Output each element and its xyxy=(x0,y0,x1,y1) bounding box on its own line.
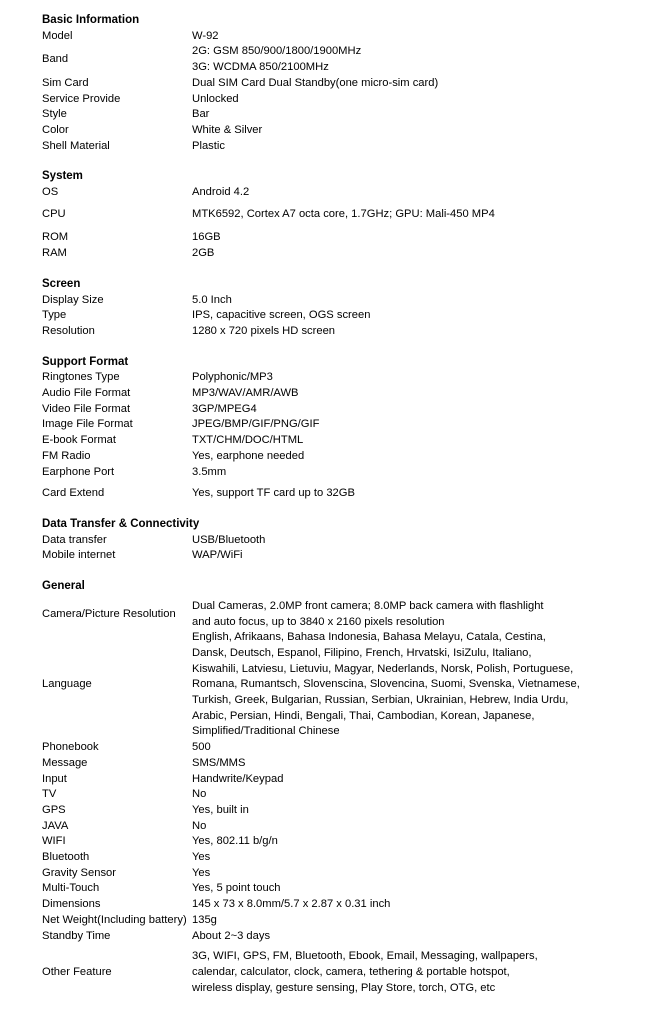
section-support-format xyxy=(42,355,642,502)
spec-row-net-weight xyxy=(42,913,642,929)
spec-label: Bluetooth xyxy=(42,851,90,864)
spec-value-line: USB/Bluetooth xyxy=(192,533,266,546)
spec-value-line: 145 x 73 x 8.0mm/5.7 x 2.87 x 0.31 inch xyxy=(192,898,391,911)
spec-row-language xyxy=(42,630,642,740)
spec-label: Color xyxy=(42,123,69,136)
spec-row-os xyxy=(42,185,642,201)
spec-value xyxy=(192,897,642,913)
spec-label: Video File Format xyxy=(42,402,131,415)
spec-row-gps xyxy=(42,803,642,819)
spec-row-phonebook xyxy=(42,740,642,756)
spec-row-java xyxy=(42,819,642,835)
spec-row-data-transfer xyxy=(42,533,642,549)
spec-value-line: Dual SIM Card Dual Standby(one micro-sim card) xyxy=(192,76,439,89)
spec-row-multi-touch xyxy=(42,881,642,897)
spec-value-line: White & Silver xyxy=(192,123,263,136)
spec-label: Message xyxy=(42,756,88,769)
spec-value-line: Yes xyxy=(192,866,211,879)
spec-row-type xyxy=(42,308,642,324)
spec-row-gravity-sensor xyxy=(42,866,642,882)
spec-value xyxy=(192,44,642,75)
section-title: Basic Information xyxy=(42,14,140,26)
spec-value xyxy=(192,949,642,996)
spec-value xyxy=(192,92,642,108)
spec-value xyxy=(192,533,642,549)
spec-label: CPU xyxy=(42,207,66,220)
spec-value xyxy=(192,433,642,449)
spec-row-other-feature xyxy=(42,944,642,996)
spec-value-line: Yes, earphone needed xyxy=(192,449,305,462)
spec-value xyxy=(192,834,642,850)
spec-row-video-file-format xyxy=(42,402,642,418)
spec-row-input xyxy=(42,772,642,788)
spec-value xyxy=(192,230,642,246)
spec-value-line: Unlocked xyxy=(192,92,239,105)
spec-value xyxy=(192,402,642,418)
spec-value xyxy=(192,866,642,882)
spec-label: Language xyxy=(42,678,92,691)
spec-row-mobile-internet xyxy=(42,548,642,564)
spec-value-line: Kiswahili, Latviesu, Lietuviu, Magyar, Nederlands, Norsk, Polish, Portuguese, xyxy=(192,662,574,675)
spec-value-line: SMS/MMS xyxy=(192,756,246,769)
spec-value xyxy=(192,370,642,386)
spec-value xyxy=(192,185,642,201)
section-basic-information xyxy=(42,13,642,154)
spec-value xyxy=(192,324,642,340)
spec-value xyxy=(192,740,642,756)
spec-value-line: Yes, 802.11 b/g/n xyxy=(192,835,278,848)
spec-row-cpu xyxy=(42,201,642,223)
section-title: Support Format xyxy=(42,355,129,368)
spec-value xyxy=(192,599,642,630)
spec-value-line: 500 xyxy=(192,741,211,754)
spec-value-line: Android 4.2 xyxy=(192,186,250,199)
spec-value-line: Yes, 5 point touch xyxy=(192,882,281,895)
spec-value-line: 2G: GSM 850/900/1800/1900MHz xyxy=(192,45,362,58)
spec-label: Style xyxy=(42,108,67,121)
spec-value xyxy=(192,449,642,465)
spec-label: Sim Card xyxy=(42,76,89,89)
spec-value xyxy=(192,107,642,123)
spec-value-line: 1280 x 720 pixels HD screen xyxy=(192,324,336,337)
spec-value-line: Yes, built in xyxy=(192,803,249,816)
spec-value xyxy=(192,881,642,897)
spec-label: Service Provide xyxy=(42,92,121,105)
spec-label: ROM xyxy=(42,231,69,244)
spec-row-message xyxy=(42,756,642,772)
spec-row-earphone-port xyxy=(42,465,642,481)
spec-label: Phonebook xyxy=(42,741,99,754)
spec-row-standby-time xyxy=(42,929,642,945)
spec-value xyxy=(192,139,642,155)
spec-label: Display Size xyxy=(42,293,104,306)
spec-value-line: No xyxy=(192,788,207,801)
spec-value-line: Arabic, Persian, Hindi, Bengali, Thai, Cambodian, Korean, Japanese, xyxy=(192,709,535,722)
spec-label: Ringtones Type xyxy=(42,371,120,384)
spec-value xyxy=(192,465,642,481)
spec-row-wifi xyxy=(42,834,642,850)
spec-label: Image File Format xyxy=(42,418,133,431)
spec-value-line: Yes, support TF card up to 32GB xyxy=(192,487,355,500)
spec-value-line: 3G: WCDMA 850/2100MHz xyxy=(192,61,329,74)
section-data-transfer xyxy=(42,517,642,564)
spec-row-model xyxy=(42,29,642,45)
spec-label: Shell Material xyxy=(42,139,110,152)
spec-label: Other Feature xyxy=(42,965,112,978)
spec-value-line: Yes xyxy=(192,851,211,864)
spec-value xyxy=(192,486,642,502)
spec-value-line: 135g xyxy=(192,913,217,926)
spec-label: E-book Format xyxy=(42,434,116,447)
spec-value xyxy=(192,787,642,803)
spec-row-shell-material xyxy=(42,139,642,155)
spec-value-line: TXT/CHM/DOC/HTML xyxy=(192,434,304,447)
spec-value-line: No xyxy=(192,819,207,832)
spec-row-card-extend xyxy=(42,480,642,502)
spec-value xyxy=(192,850,642,866)
spec-label: Gravity Sensor xyxy=(42,866,116,879)
spec-value-line: 3G, WIFI, GPS, FM, Bluetooth, Ebook, Email, Messaging, wallpapers, xyxy=(192,950,538,963)
spec-value xyxy=(192,630,642,740)
spec-value-line: Dual Cameras, 2.0MP front camera; 8.0MP back camera with flashlight xyxy=(192,599,544,612)
spec-row-service-provide xyxy=(42,92,642,108)
spec-value-line: Bar xyxy=(192,108,210,121)
spec-value-line: Simplified/Traditional Chinese xyxy=(192,725,340,738)
spec-row-dimensions xyxy=(42,897,642,913)
spec-value-line: Polyphonic/MP3 xyxy=(192,371,273,384)
spec-row-tv xyxy=(42,787,642,803)
spec-label: Model xyxy=(42,29,73,42)
spec-label: Input xyxy=(42,772,67,785)
spec-label: Card Extend xyxy=(42,487,105,500)
spec-row-image-file-format xyxy=(42,417,642,433)
spec-value-line: JPEG/BMP/GIF/PNG/GIF xyxy=(192,418,320,431)
spec-row-fm-radio xyxy=(42,449,642,465)
spec-value xyxy=(192,123,642,139)
spec-value-line: 3.5mm xyxy=(192,465,227,478)
spec-value xyxy=(192,76,642,92)
spec-sheet xyxy=(42,13,642,1011)
spec-label: GPS xyxy=(42,803,66,816)
spec-row-color xyxy=(42,123,642,139)
spec-value xyxy=(192,772,642,788)
spec-row-ram xyxy=(42,246,642,262)
spec-row-sim-card xyxy=(42,76,642,92)
spec-value-line: MP3/WAV/AMR/AWB xyxy=(192,387,299,400)
spec-label: Net Weight(Including battery) xyxy=(42,913,187,926)
spec-row-camera-resolution xyxy=(42,595,642,630)
spec-label: OS xyxy=(42,186,59,199)
spec-row-rom xyxy=(42,222,642,246)
spec-label: TV xyxy=(42,788,57,801)
spec-value-line: Handwrite/Keypad xyxy=(192,772,284,785)
spec-value-line: W-92 xyxy=(192,29,219,42)
spec-row-display-size xyxy=(42,293,642,309)
spec-label: WIFI xyxy=(42,835,66,848)
spec-value-line: About 2~3 days xyxy=(192,929,271,942)
spec-row-style xyxy=(42,107,642,123)
spec-value-line: and auto focus, up to 3840 x 2160 pixels resolution xyxy=(192,615,445,628)
section-title: System xyxy=(42,170,83,183)
spec-label: RAM xyxy=(42,247,67,260)
spec-value-line: IPS, capacitive screen, OGS screen xyxy=(192,309,371,322)
section-title: Screen xyxy=(42,277,81,290)
spec-value xyxy=(192,803,642,819)
spec-label: Band xyxy=(42,53,69,66)
spec-row-ringtones-type xyxy=(42,370,642,386)
spec-row-audio-file-format xyxy=(42,386,642,402)
spec-value xyxy=(192,29,642,45)
spec-value xyxy=(192,929,642,945)
spec-value-line: calendar, calculator, clock, camera, tethering & portable hotspot, xyxy=(192,965,510,978)
spec-label: Earphone Port xyxy=(42,465,115,478)
spec-value-line: Turkish, Greek, Bulgarian, Russian, Serbian, Ukrainian, Hebrew, India Urdu, xyxy=(192,694,569,707)
spec-row-ebook-format xyxy=(42,433,642,449)
spec-value xyxy=(192,386,642,402)
spec-value xyxy=(192,756,642,772)
spec-value-line: Plastic xyxy=(192,139,225,152)
spec-label: Standby Time xyxy=(42,929,111,942)
spec-value-line: 5.0 Inch xyxy=(192,293,232,306)
spec-value-line: MTK6592, Cortex A7 octa core, 1.7GHz; GPU: Mali-450 MP4 xyxy=(192,207,495,220)
spec-row-bluetooth xyxy=(42,850,642,866)
spec-row-resolution xyxy=(42,324,642,340)
spec-value xyxy=(192,246,642,262)
spec-label: Type xyxy=(42,309,67,322)
spec-label: Data transfer xyxy=(42,533,107,546)
spec-row-band xyxy=(42,44,642,75)
spec-label: Camera/Picture Resolution xyxy=(42,607,176,620)
section-title: General xyxy=(42,580,85,593)
section-screen xyxy=(42,277,642,340)
spec-value-line: 16GB xyxy=(192,231,221,244)
spec-label: JAVA xyxy=(42,819,69,832)
spec-value-line: 2GB xyxy=(192,247,215,260)
spec-value xyxy=(192,548,642,564)
spec-value xyxy=(192,913,642,929)
spec-value xyxy=(192,819,642,835)
spec-value-line: English, Afrikaans, Bahasa Indonesia, Bahasa Melayu, Catala, Cestina, xyxy=(192,631,546,644)
spec-value-line: Romana, Rumantsch, Slovenscina, Slovencina, Suomi, Svenska, Vietnamese, xyxy=(192,678,580,691)
section-system xyxy=(42,169,642,262)
spec-label: Dimensions xyxy=(42,898,101,911)
spec-value-line: 3GP/MPEG4 xyxy=(192,402,257,415)
spec-label: Multi-Touch xyxy=(42,882,100,895)
spec-value xyxy=(192,308,642,324)
spec-label: Resolution xyxy=(42,324,95,337)
spec-label: Mobile internet xyxy=(42,549,116,562)
spec-value-line: Dansk, Deutsch, Espanol, Filipino, French, Hrvatski, IsiZulu, Italiano, xyxy=(192,646,532,659)
spec-value-line: WAP/WiFi xyxy=(192,549,243,562)
spec-label: FM Radio xyxy=(42,449,91,462)
section-title: Data Transfer & Connectivity xyxy=(42,517,200,530)
spec-label: Audio File Format xyxy=(42,387,131,400)
spec-value xyxy=(192,417,642,433)
spec-value xyxy=(192,207,642,223)
spec-value xyxy=(192,293,642,309)
spec-value-line: wireless display, gesture sensing, Play Store, torch, OTG, etc xyxy=(192,981,496,994)
section-general xyxy=(42,579,642,996)
